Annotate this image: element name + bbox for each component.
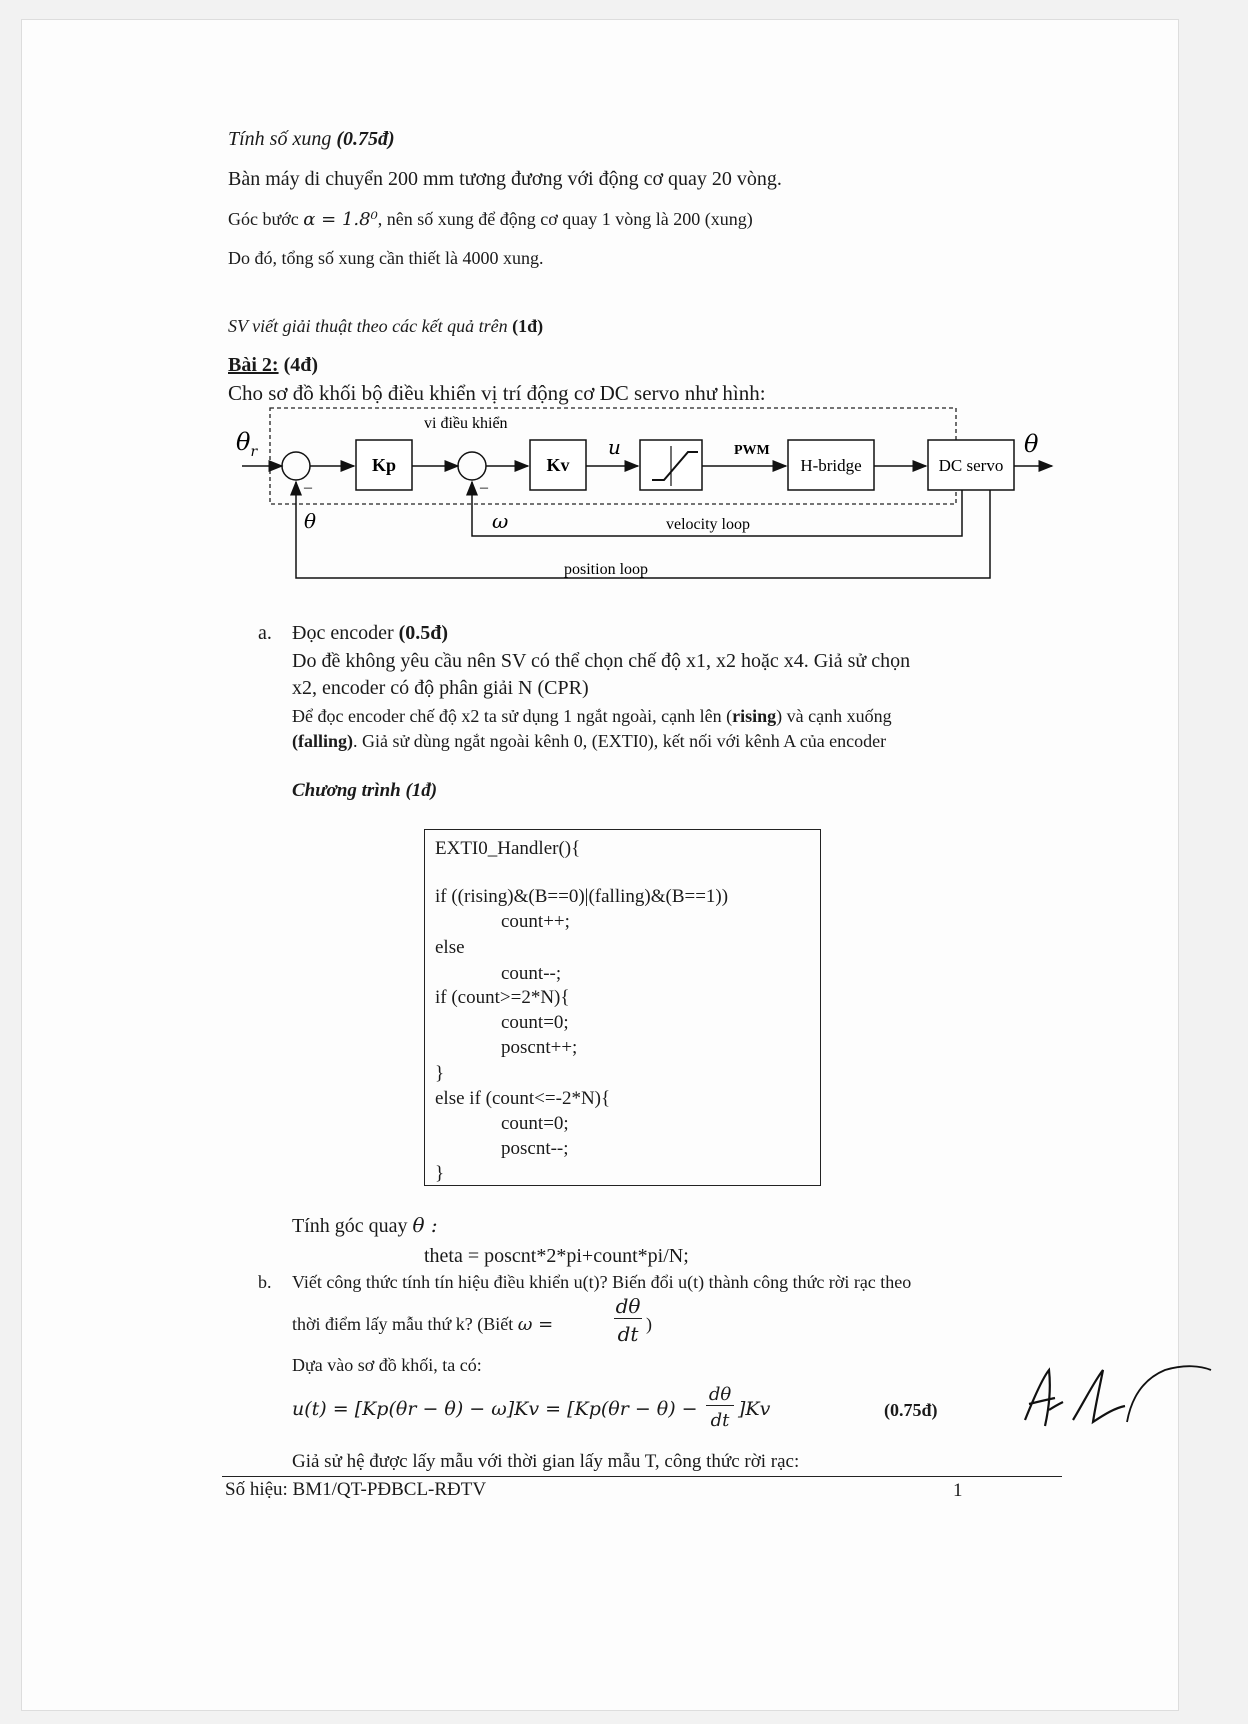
step-angle-formula: α = 1.8⁰ — [303, 209, 378, 230]
angle-formula: theta = poscnt*2*pi+count*pi/N; — [424, 1245, 689, 1267]
omega-equation: ω = — [517, 1314, 554, 1335]
part-b-line2-text: thời điểm lấy mẫu thứ k? (Biết — [292, 1314, 514, 1334]
code-line-7: count=0; — [501, 1012, 569, 1033]
pulses-line2-rest: , nên số xung để động cơ quay 1 vòng là 200 (xung) — [377, 209, 753, 229]
block-diagram — [226, 400, 1056, 590]
part-a-heading — [292, 622, 448, 645]
sampling-note: Giả sử hệ được lấy mẫu với thời gian lấy mẫu T, công thức rời rạc: — [292, 1451, 800, 1472]
frac-numerator: dθ — [615, 1294, 641, 1318]
output-theta: θ — [1024, 430, 1039, 458]
pulses-heading — [228, 128, 395, 151]
pulses-heading-text: Tính số xung — [228, 128, 332, 150]
part-a-p3-text: Để đọc encoder chế độ x2 ta sử dụng 1 ngắt ngoài, cạnh lên ( — [292, 706, 733, 726]
control-equation-left: u(t) = [Kp(θr − θ) − ω]Kv = [Kp(θr − θ) − — [292, 1398, 698, 1420]
code-line-1: EXTI0_Handler(){ — [435, 838, 581, 859]
part-a-p3-rest: ) và cạnh xuống — [776, 706, 892, 726]
input-theta-r: $\theta_r$ — [236, 428, 258, 460]
program-title: Chương trình (1đ) — [292, 780, 438, 801]
kp-label: Kp — [371, 455, 397, 475]
code-line-5: count--; — [501, 963, 562, 984]
based-on-diagram: Dựa vào sơ đồ khối, ta có: — [292, 1355, 482, 1375]
bai2-intro: Cho sơ đồ khối bộ điều khiển vị trí động cơ DC servo như hình: — [228, 381, 766, 405]
part-a-p1: Do đề không yêu cầu nên SV có thể chọn chế độ x1, x2 hoặc x4. Giả sử chọn — [292, 650, 911, 672]
u-label: u — [608, 435, 621, 459]
pulses-heading-score: (0.75đ) — [336, 128, 395, 150]
algorithm-note — [228, 316, 543, 337]
h-bridge-label: H-bridge — [800, 456, 862, 475]
page-number: 1 — [953, 1480, 963, 1501]
part-a-p3 — [292, 706, 892, 727]
part-b-line1: Viết công thức tính tín hiệu điều khiển u(t)? Biến đổi u(t) thành công thức rời rạc theo — [292, 1272, 912, 1292]
pulses-line1: Bàn máy di chuyển 200 mm tương đương với động cơ quay 20 vòng. — [228, 168, 782, 190]
frac-close-paren: ) — [646, 1314, 652, 1334]
summing-junction-velocity — [458, 452, 486, 480]
part-a-title: Đọc encoder — [292, 622, 394, 644]
footer-rule — [222, 1476, 1062, 1477]
code-line-3: count++; — [501, 911, 570, 932]
equation-score: (0.75đ) — [884, 1400, 938, 1420]
handwritten-signature — [1015, 1350, 1215, 1440]
falling-keyword: (falling) — [292, 731, 353, 751]
code-line-8: poscnt++; — [501, 1037, 578, 1058]
dc-servo-label: DC servo — [938, 456, 1004, 475]
code-line-11: count=0; — [501, 1113, 569, 1134]
velocity-loop-label: velocity loop — [666, 516, 750, 533]
position-loop-label: position loop — [564, 561, 649, 578]
code-listing — [424, 829, 821, 1186]
part-a-p4-text: . Giả sử dùng ngắt ngoài kênh 0, (EXTI0), kết nối với kênh A của encoder — [353, 731, 887, 751]
eq-frac-denominator: dt — [710, 1410, 730, 1431]
minus-sign-2: – — [480, 479, 488, 496]
eq-frac-numerator: dθ — [706, 1384, 734, 1406]
code-line-13: } — [435, 1163, 445, 1184]
angle-label-text: Tính góc quay — [292, 1215, 408, 1237]
part-a-marker: a. — [258, 622, 272, 644]
code-line-12: poscnt--; — [501, 1138, 569, 1159]
part-a-score: (0.5đ) — [398, 622, 449, 644]
part-a-p2: x2, encoder có độ phân giải N (CPR) — [292, 677, 589, 699]
pwm-label: PWM — [734, 443, 770, 458]
angle-label — [292, 1213, 438, 1238]
summing-junction-position — [282, 452, 310, 480]
code-line-9: } — [435, 1063, 445, 1084]
bai2-title: Bài 2: — [228, 354, 279, 376]
algorithm-note-text: SV viết giải thuật theo các kết quả trên — [228, 316, 508, 336]
document-number: Số hiệu: BM1/QT-PĐBCL-RĐTV — [225, 1479, 487, 1500]
code-line-4: else — [435, 937, 465, 958]
pulses-line2-text: Góc bước — [228, 209, 299, 229]
bai2-score: (4đ) — [283, 354, 319, 376]
pulses-line3: Do đó, tổng số xung cần thiết là 4000 xung. — [228, 248, 544, 268]
part-b-line2 — [292, 1314, 553, 1335]
frac-denominator: dt — [617, 1322, 639, 1346]
pulses-line2 — [228, 209, 753, 230]
part-a-p4 — [292, 731, 886, 752]
theta-feedback-label: θ — [304, 509, 317, 533]
mcu-label: vi điều khiển — [424, 415, 508, 432]
control-equation-right: ]Kv — [738, 1398, 771, 1420]
code-line-2: if ((rising)&(B==0)|(falling)&(B==1)) — [435, 886, 729, 907]
code-line-10: else if (count<=-2*N){ — [435, 1088, 611, 1109]
algorithm-note-score: (1đ) — [512, 316, 544, 336]
minus-sign-1: – — [304, 479, 312, 496]
theta-symbol: θ : — [412, 1213, 438, 1237]
bai2-heading — [228, 354, 318, 377]
kv-label: Kv — [546, 455, 570, 475]
part-b-marker: b. — [258, 1272, 272, 1292]
omega-label: ω — [492, 509, 509, 533]
rising-keyword: rising — [732, 706, 777, 726]
code-line-6: if (count>=2*N){ — [435, 987, 570, 1008]
